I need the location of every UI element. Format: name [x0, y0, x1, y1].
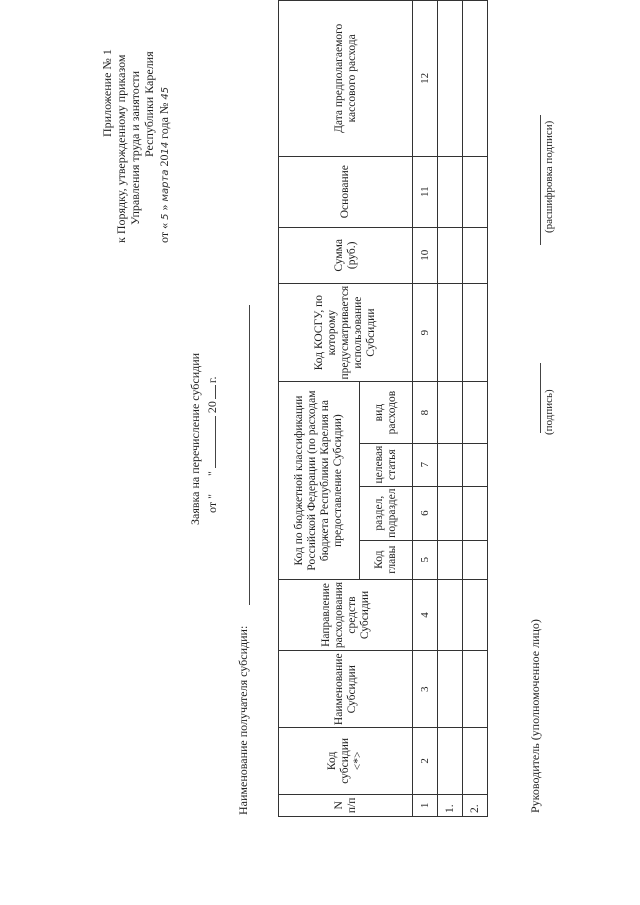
table-cell[interactable] [438, 443, 463, 486]
header-row-1 [279, 1, 360, 817]
appendix-line-2: к Порядку, утвержденному приказом [114, 54, 128, 243]
table-cell[interactable] [463, 382, 488, 443]
table-row [438, 1, 463, 817]
column-number: 12 [413, 1, 438, 157]
header-col-basis: Основание [279, 156, 413, 227]
header-col-date: Дата предполагаемого кассового расхода [279, 1, 413, 157]
column-number: 6 [413, 486, 438, 540]
column-number: 8 [413, 382, 438, 443]
decoding-line [540, 115, 541, 245]
table-cell[interactable] [438, 651, 463, 728]
column-number: 7 [413, 443, 438, 486]
table-cell[interactable] [463, 227, 488, 283]
column-number: 2 [413, 728, 438, 795]
column-number: 3 [413, 651, 438, 728]
request-date-open: от " [205, 494, 219, 513]
row-label: 1. [438, 794, 463, 816]
request-date-year: 20 [205, 401, 219, 414]
appendix-day-handwritten: 5 [160, 213, 171, 220]
table-cell[interactable] [438, 540, 463, 579]
row-label: 2. [463, 794, 488, 816]
request-title: Заявка на перечисление субсидии [188, 352, 202, 525]
table-cell[interactable] [463, 156, 488, 227]
header-col-head-code: Код главы [360, 540, 413, 579]
header-col-sum: Сумма (руб.) [279, 227, 413, 283]
appendix-line-3: Управления труда и занятости [128, 70, 142, 225]
table-cell[interactable] [438, 382, 463, 443]
table-cell[interactable] [463, 1, 488, 157]
table-cell[interactable] [463, 540, 488, 579]
header-col-section: раздел, подраздел [360, 486, 413, 540]
header-col-subsidy-name: Наименование Субсидии [279, 651, 413, 728]
header-col-target: целевая статья [360, 443, 413, 486]
column-number: 11 [413, 156, 438, 227]
table-cell[interactable] [463, 283, 488, 382]
appendix-month-handwritten: марта [160, 169, 171, 202]
head-label: Руководитель (уполномоченное лицо) [528, 619, 542, 813]
table-cell[interactable] [438, 486, 463, 540]
column-number: 5 [413, 540, 438, 579]
appendix-number-handwritten: 45 [160, 86, 171, 100]
column-number: 9 [413, 283, 438, 382]
table-cell[interactable] [438, 579, 463, 651]
table-cell[interactable] [463, 651, 488, 728]
appendix-date-open: от « [157, 222, 171, 243]
appendix-year-handwritten: 14 [160, 141, 171, 155]
table-cell[interactable] [438, 283, 463, 382]
request-date [205, 377, 219, 513]
recipient-label: Наименование получателя субсидии: [236, 625, 250, 815]
header-col-number: N п/п [279, 794, 413, 816]
header-kbk-group: Код по бюджетной классификации Российской Федерации (по расходам бюджета Республики Карелия на предоставление Субсидии) [279, 382, 360, 579]
header-col-kosgu: Код КОСГУ, по которому предусматривается использование Субсидии [279, 283, 413, 382]
appendix-line-1: Приложение № 1 [100, 49, 114, 137]
table-cell[interactable] [438, 728, 463, 795]
decoding-caption: (расшифровка подписи) [543, 120, 555, 233]
column-number: 4 [413, 579, 438, 651]
signature-caption: (подпись) [543, 389, 555, 435]
signature-line [540, 363, 541, 433]
column-number: 1 [413, 794, 438, 816]
table-cell[interactable] [438, 156, 463, 227]
appendix-date-close: » [157, 204, 171, 211]
table-cell[interactable] [463, 728, 488, 795]
appendix-line-4: Республики Карелия [142, 51, 156, 157]
column-number: 10 [413, 227, 438, 283]
header-col-direction: Направление расходования средств Субсидии [279, 579, 413, 651]
header-col-subsidy-code: Код субсидии <*> [279, 728, 413, 795]
table-cell[interactable] [463, 579, 488, 651]
appendix-year-prefix: 20 [157, 154, 171, 167]
appendix-year-suffix: года № [157, 102, 171, 139]
table-cell[interactable] [438, 227, 463, 283]
header-col-expense-type: вид расходов [360, 382, 413, 443]
request-date-suffix: г. [205, 376, 219, 384]
table-cell[interactable] [463, 486, 488, 540]
subsidy-table [278, 0, 488, 817]
request-date-close: " [205, 471, 219, 477]
appendix-line-5 [157, 87, 173, 243]
recipient-blank-line [249, 305, 250, 605]
table-cell[interactable] [463, 443, 488, 486]
column-numbers-row [413, 1, 438, 817]
table-row [463, 1, 488, 817]
table-cell[interactable] [438, 1, 463, 157]
